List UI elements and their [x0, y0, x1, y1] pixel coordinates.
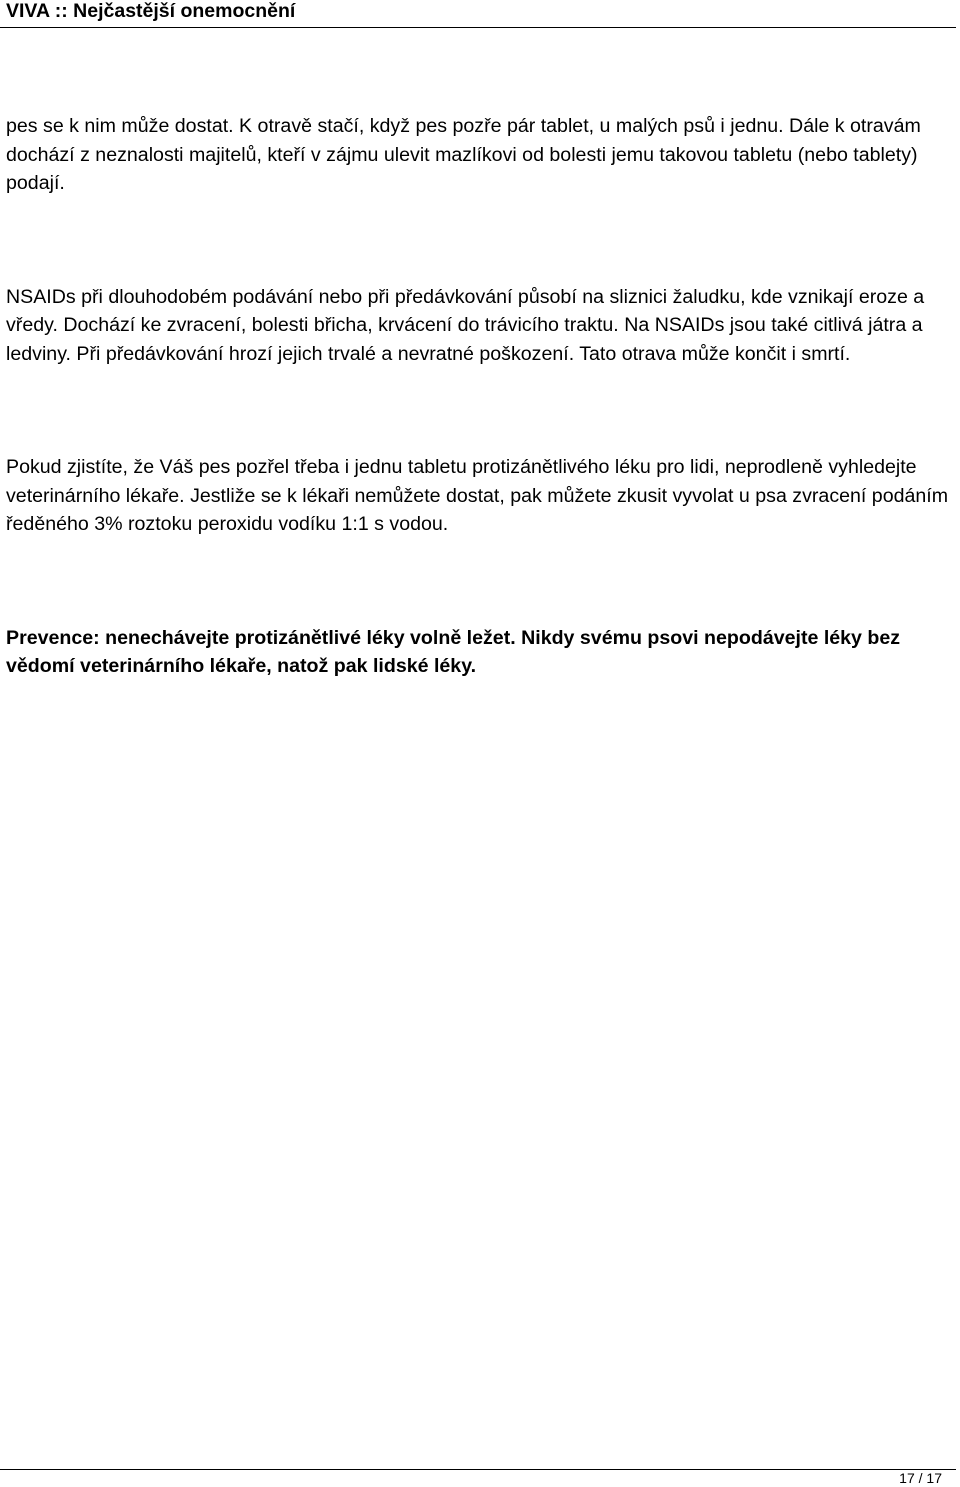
- document-title: VIVA :: Nejčastější onemocnění: [6, 0, 296, 22]
- page-number: 17 / 17: [899, 1470, 942, 1486]
- document-body: [6, 112, 952, 681]
- paragraph-intro: pes se k nim může dostat. K otravě stačí, když pes pozře pár tablet, u malých psů i jednu. Dále k otravám dochází z neznalosti majitelů, kteří v zájmu ulevit mazlíkovi od bolesti jemu takovou tabletu (nebo tablety) podají.: [6, 115, 921, 194]
- paragraph-nsaids-effects: NSAIDs při dlouhodobém podávání nebo při předávkování působí na sliznici žaludku, kde vznikají eroze a vředy. Dochází ke zvracení, bolesti břicha, krvácení do trávicího traktu. Na NSAIDs jsou také citlivá játra a ledviny. Při předávkování hrozí jejich trvalé a nevratné poškození. Tato otrava může končit i smrtí.: [6, 285, 925, 365]
- paragraph-prevention: Prevence: nenechávejte protizánětlivé léky volně ležet. Nikdy svému psovi nepodávejte léky bez vědomí veterinárního lékaře, natož pak lidské léky.: [6, 626, 901, 677]
- page-footer: [0, 1469, 956, 1486]
- paragraph-first-aid: Pokud zjistíte, že Váš pes pozřel třeba i jednu tabletu protizánětlivého léku pro lidi, neprodleně vyhledejte veterinárního lékaře. Jestliže se k lékaři nemůžete dostat, pak můžete zkusit vyvolat u psa zvracení podáním ředěného 3% roztoku peroxidu vodíku 1:1 s vodou.: [6, 456, 949, 535]
- page-header: [0, 0, 956, 28]
